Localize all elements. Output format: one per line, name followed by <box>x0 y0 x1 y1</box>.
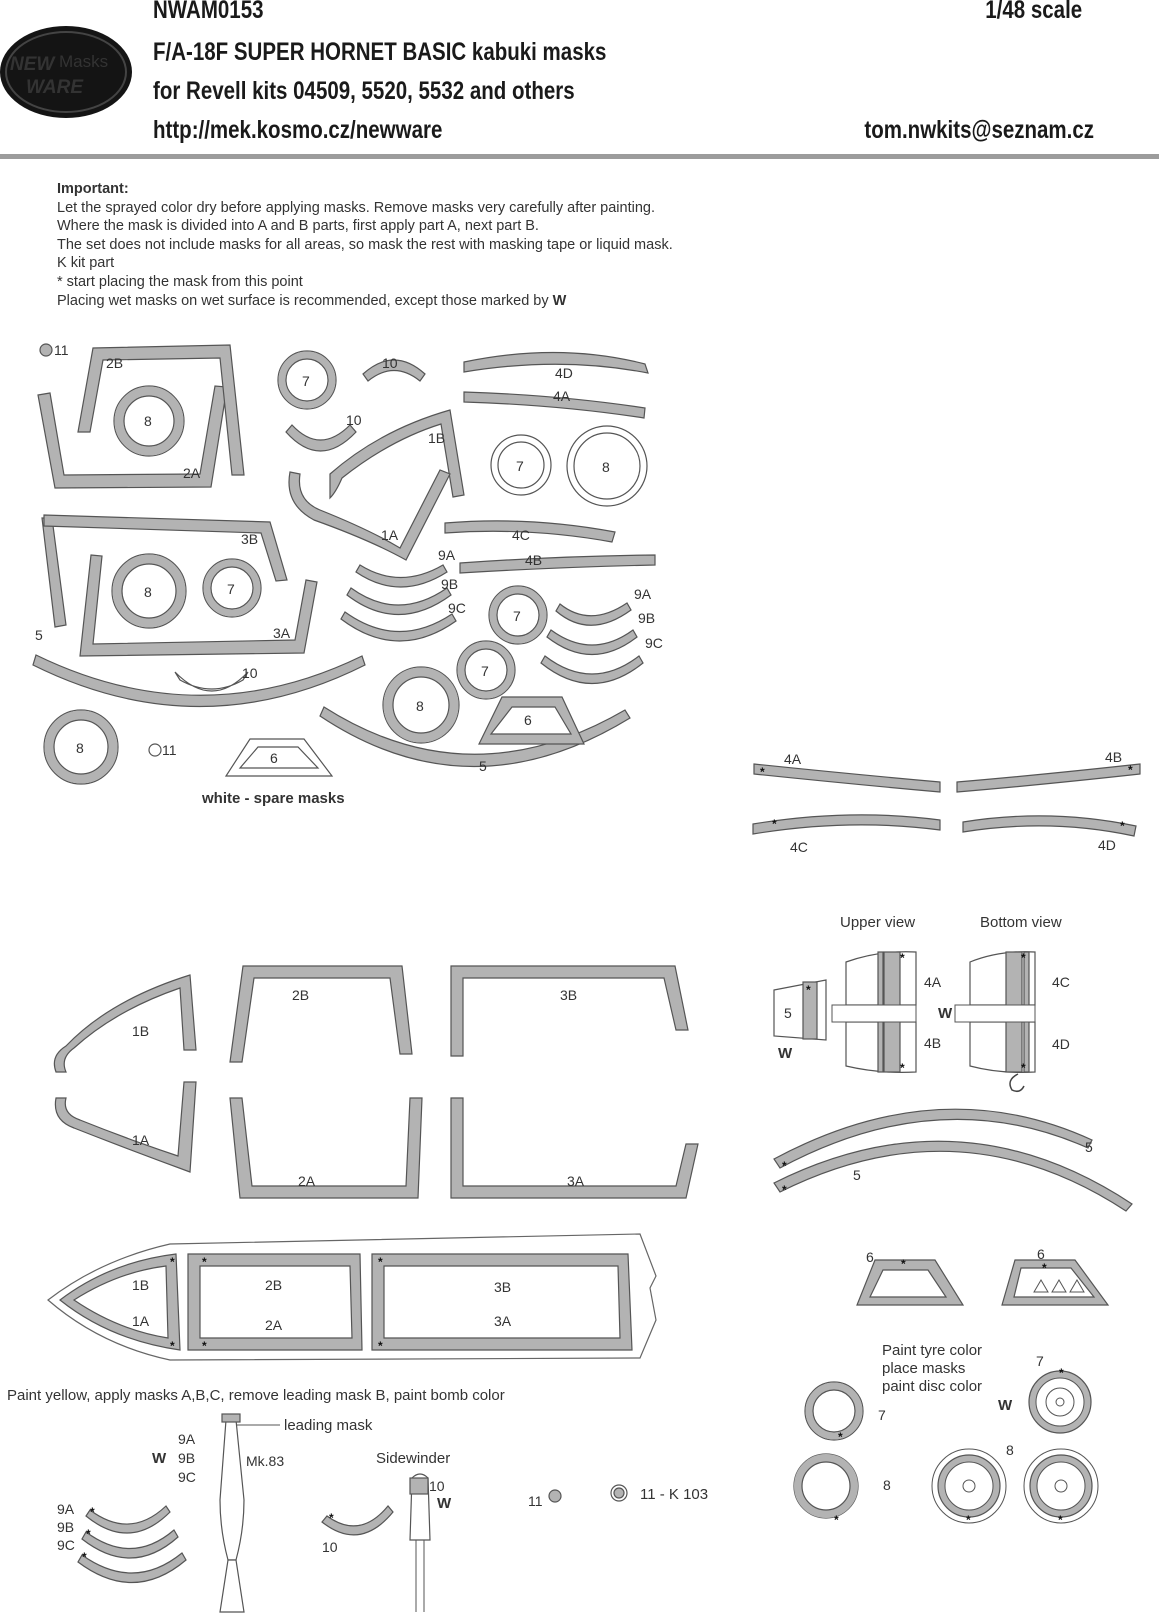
svg-text:6: 6 <box>1037 1246 1045 1262</box>
note-line: K kit part <box>57 255 115 272</box>
svg-text:*: * <box>86 1527 91 1541</box>
svg-text:*: * <box>1120 819 1125 833</box>
svg-text:*: * <box>782 1183 787 1197</box>
mask-10-spare <box>175 672 248 691</box>
svg-text:1B: 1B <box>428 430 446 446</box>
svg-text:5: 5 <box>784 1005 792 1021</box>
svg-text:4D: 4D <box>1098 837 1116 853</box>
label-2a: 2A <box>183 465 201 481</box>
mask-1a <box>289 470 450 560</box>
svg-text:*: * <box>760 765 765 779</box>
notes-heading: Important: <box>57 181 129 197</box>
svg-text:2B: 2B <box>265 1277 283 1293</box>
wheels-section <box>794 1342 1098 1527</box>
logo-masks: Masks <box>59 52 109 71</box>
strip-4a <box>754 764 940 792</box>
svg-text:11: 11 <box>162 742 177 758</box>
mask-4b <box>460 555 655 573</box>
svg-text:6: 6 <box>866 1249 874 1265</box>
ring-8 <box>112 554 186 628</box>
svg-text:8: 8 <box>76 740 84 756</box>
svg-text:9C: 9C <box>645 635 663 651</box>
svg-text:7: 7 <box>516 458 524 474</box>
tyre-instruction-3: paint disc color <box>882 1378 983 1395</box>
svg-text:*: * <box>1042 1261 1047 1275</box>
svg-text:11 - K 103: 11 - K 103 <box>640 1486 709 1503</box>
placement-6 <box>857 1246 1108 1305</box>
svg-text:3A: 3A <box>567 1173 585 1189</box>
svg-text:5: 5 <box>35 627 43 643</box>
rotate-arrow-icon <box>1010 1074 1024 1091</box>
svg-text:6: 6 <box>524 712 532 728</box>
svg-text:9A: 9A <box>57 1501 75 1517</box>
svg-text:7: 7 <box>1036 1353 1044 1369</box>
ring-8 <box>114 386 184 456</box>
svg-text:*: * <box>901 1257 906 1271</box>
svg-text:9C: 9C <box>178 1469 196 1485</box>
ordnance-section <box>7 1387 708 1612</box>
canopy-outline <box>48 1234 656 1360</box>
svg-text:6: 6 <box>270 750 278 766</box>
svg-text:1A: 1A <box>132 1132 150 1148</box>
product-code: NWAM0153 <box>153 0 264 24</box>
svg-text:4A: 4A <box>784 751 802 767</box>
svg-text:9C: 9C <box>57 1537 75 1553</box>
logo-new: NEW <box>10 54 55 75</box>
svg-text:4C: 4C <box>512 527 530 543</box>
label-2b: 2B <box>106 355 124 371</box>
svg-text:*: * <box>329 1511 334 1525</box>
svg-text:1B: 1B <box>132 1277 150 1293</box>
svg-text:10: 10 <box>382 355 398 371</box>
svg-text:10: 10 <box>346 412 362 428</box>
ring-8-spare <box>567 426 647 506</box>
svg-text:10: 10 <box>429 1478 445 1494</box>
page-title: F/A-18F SUPER HORNET BASIC kabuki masks <box>153 38 607 66</box>
tyre-instruction-1: Paint tyre color <box>882 1342 983 1359</box>
note-line: * start placing the mask from this point <box>57 273 303 290</box>
mask-5 <box>320 707 630 767</box>
ring-7 <box>278 351 336 409</box>
svg-text:*: * <box>170 1255 175 1269</box>
ring-7-spare <box>491 435 551 495</box>
svg-text:9B: 9B <box>178 1450 196 1466</box>
website-link[interactable]: http://mek.kosmo.cz/newware <box>153 116 443 144</box>
svg-text:*: * <box>772 817 777 831</box>
svg-text:*: * <box>782 1159 787 1173</box>
svg-text:Mk.83: Mk.83 <box>246 1453 285 1469</box>
leading-mask-label: leading mask <box>284 1417 373 1434</box>
rails-5 <box>774 1109 1132 1211</box>
svg-text:5: 5 <box>853 1167 861 1183</box>
bomb-instruction: Paint yellow, apply masks A,B,C, remove leading mask B, paint bomb color <box>7 1387 505 1404</box>
svg-text:3B: 3B <box>494 1279 512 1295</box>
note-line: Where the mask is divided into A and B parts, first apply part A, next part B. <box>57 218 539 235</box>
mask-6-spare <box>226 739 332 776</box>
svg-text:4B: 4B <box>1105 749 1123 765</box>
ring-7 <box>457 641 515 699</box>
bottom-view-label: Bottom view <box>980 914 1062 931</box>
note-line: Placing wet masks on wet surface is recommended, except those marked by W <box>57 292 567 309</box>
svg-text:8: 8 <box>602 459 610 475</box>
ring-7 <box>489 586 547 644</box>
svg-text:W: W <box>152 1450 167 1467</box>
svg-text:1B: 1B <box>132 1023 150 1039</box>
mk83-bomb <box>220 1415 244 1560</box>
ring-7 <box>203 559 261 617</box>
mask-sheet <box>33 342 663 807</box>
mask-9a <box>556 603 631 625</box>
svg-text:9B: 9B <box>441 576 459 592</box>
svg-text:3A: 3A <box>494 1313 512 1329</box>
spare-caption: white - spare masks <box>202 790 345 807</box>
svg-text:W: W <box>998 1397 1013 1414</box>
mask-11 <box>40 344 52 356</box>
svg-text:7: 7 <box>227 581 235 597</box>
svg-text:4B: 4B <box>924 1035 942 1051</box>
scale-label: 1/48 scale <box>985 0 1082 24</box>
svg-text:7: 7 <box>513 608 521 624</box>
svg-text:4A: 4A <box>924 974 942 990</box>
note-line: The set does not include masks for all areas, so mask the rest with masking tape or liquid mask. <box>57 236 673 253</box>
mask-11-spare <box>149 744 161 756</box>
svg-text:9C: 9C <box>448 600 466 616</box>
svg-text:*: * <box>170 1339 175 1353</box>
mask-9c <box>341 612 456 641</box>
page-subtitle: for Revell kits 04509, 5520, 5532 and others <box>153 77 575 105</box>
svg-text:2A: 2A <box>265 1317 283 1333</box>
svg-text:4C: 4C <box>1052 974 1070 990</box>
svg-text:*: * <box>82 1550 87 1564</box>
svg-text:3B: 3B <box>560 987 578 1003</box>
tyre-instruction-2: place masks <box>882 1360 966 1377</box>
svg-text:9A: 9A <box>438 547 456 563</box>
mask-4c <box>445 521 615 542</box>
view-5-block <box>774 980 826 1040</box>
svg-text:*: * <box>202 1255 207 1269</box>
svg-text:7: 7 <box>878 1407 886 1423</box>
svg-text:*: * <box>966 1513 971 1527</box>
svg-text:*: * <box>806 983 811 997</box>
svg-text:*: * <box>1058 1513 1063 1527</box>
svg-text:2A: 2A <box>298 1173 316 1189</box>
svg-text:4A: 4A <box>553 388 571 404</box>
svg-text:9A: 9A <box>634 586 652 602</box>
svg-text:3A: 3A <box>273 625 291 641</box>
ring-8 <box>383 667 459 743</box>
svg-text:W: W <box>938 1005 953 1022</box>
svg-text:4C: 4C <box>790 839 808 855</box>
strip-4c <box>753 815 940 834</box>
strip-4b <box>957 764 1140 792</box>
mask-9b <box>547 630 637 655</box>
svg-text:*: * <box>900 1061 905 1075</box>
strip-4d <box>963 816 1136 836</box>
svg-text:8: 8 <box>416 698 424 714</box>
svg-text:*: * <box>1059 1366 1064 1380</box>
svg-text:7: 7 <box>302 373 310 389</box>
mask-9b <box>347 588 451 615</box>
mask-9c <box>541 656 643 684</box>
svg-text:9B: 9B <box>638 610 656 626</box>
svg-text:1A: 1A <box>132 1313 150 1329</box>
svg-text:*: * <box>378 1339 383 1353</box>
svg-text:*: * <box>90 1505 95 1519</box>
svg-text:*: * <box>838 1430 843 1444</box>
placement-strips <box>753 749 1140 855</box>
svg-text:8: 8 <box>144 584 152 600</box>
svg-text:2B: 2B <box>292 987 310 1003</box>
svg-text:8: 8 <box>144 413 152 429</box>
svg-text:7: 7 <box>481 663 489 679</box>
svg-text:*: * <box>900 951 905 965</box>
svg-text:*: * <box>1021 1061 1026 1075</box>
svg-text:5: 5 <box>479 758 487 774</box>
svg-text:*: * <box>1128 763 1133 777</box>
svg-text:5: 5 <box>1085 1139 1093 1155</box>
svg-text:9A: 9A <box>178 1431 196 1447</box>
svg-text:10: 10 <box>242 665 258 681</box>
svg-text:*: * <box>834 1513 839 1527</box>
svg-text:8: 8 <box>883 1477 891 1493</box>
email-link[interactable]: tom.nwkits@seznam.cz <box>864 116 1094 144</box>
svg-text:*: * <box>202 1339 207 1353</box>
svg-text:1A: 1A <box>381 527 399 543</box>
label-11: 11 <box>54 342 69 358</box>
svg-text:4B: 4B <box>525 552 543 568</box>
mask-9a <box>356 565 447 587</box>
note-line: Let the sprayed color dry before applying masks. Remove masks very carefully after painting. <box>57 199 655 216</box>
svg-text:*: * <box>1021 951 1026 965</box>
mask-5 <box>33 655 365 707</box>
wet-mark-symbol: W <box>552 292 567 309</box>
mask-frame-3 <box>42 518 66 627</box>
upper-view-label: Upper view <box>840 914 916 931</box>
svg-text:*: * <box>378 1255 383 1269</box>
canopy-views <box>774 914 1070 1091</box>
svg-text:4D: 4D <box>555 365 573 381</box>
svg-text:9B: 9B <box>57 1519 75 1535</box>
svg-text:3B: 3B <box>241 531 259 547</box>
svg-text:W: W <box>437 1495 452 1512</box>
svg-text:11: 11 <box>528 1493 543 1509</box>
svg-text:10: 10 <box>322 1539 338 1555</box>
svg-text:4D: 4D <box>1052 1036 1070 1052</box>
svg-text:W: W <box>778 1045 793 1062</box>
logo-ware: WARE <box>26 77 83 98</box>
mask-10 <box>286 425 356 451</box>
ring-8 <box>44 710 118 784</box>
canopy-frames <box>54 966 698 1198</box>
svg-text:8: 8 <box>1006 1442 1014 1458</box>
sidewinder-label: Sidewinder <box>376 1450 451 1467</box>
